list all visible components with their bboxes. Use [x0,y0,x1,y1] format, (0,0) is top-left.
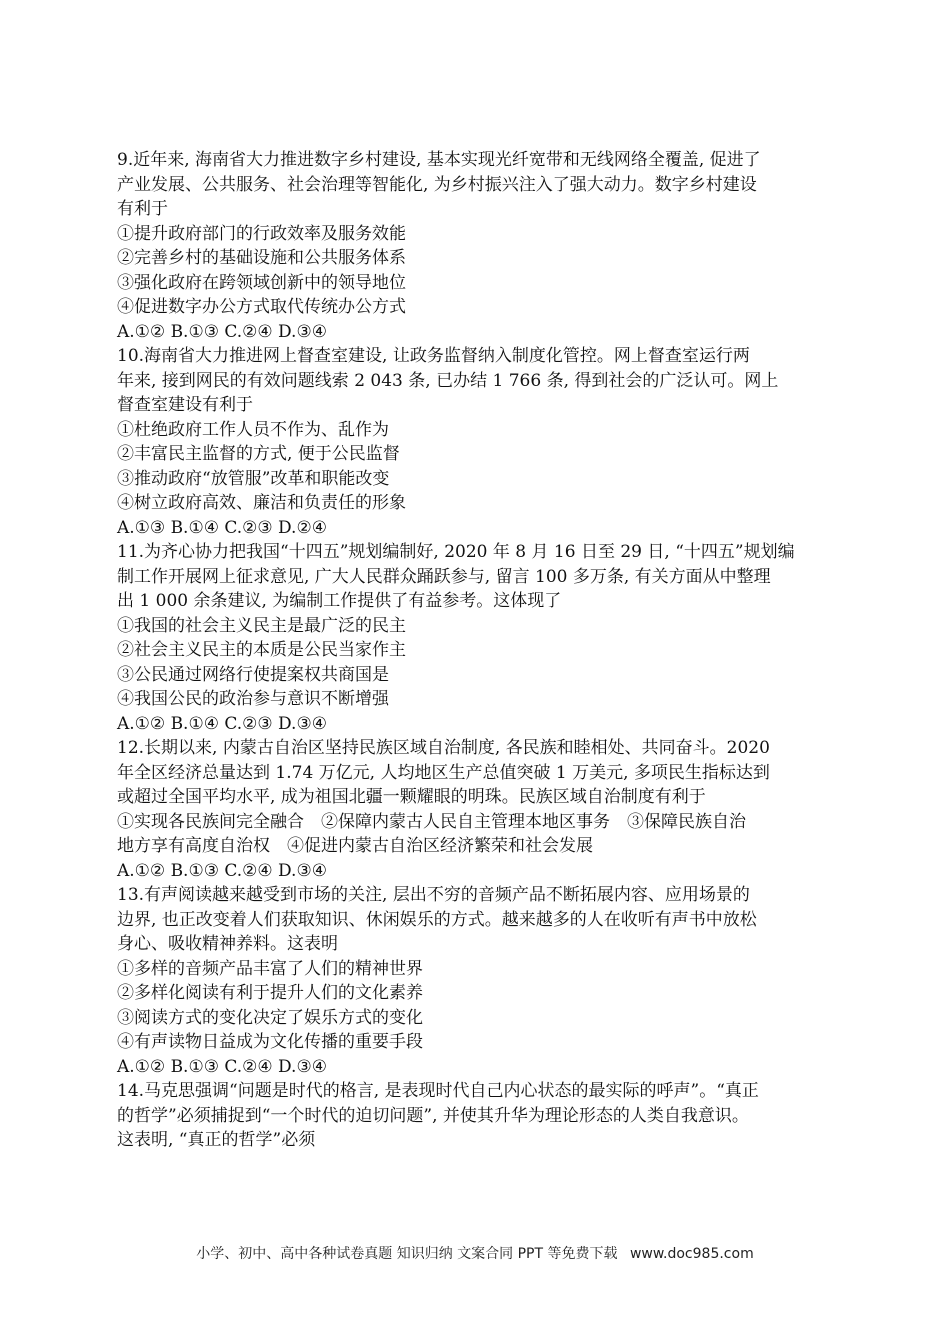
question-stem-line: 制工作开展网上征求意见, 广大人民群众踊跃参与, 留言 100 多万条, 有关方面从中整理 [117,566,771,587]
option-3: ③阅读方式的变化决定了娱乐方式的变化 [117,1007,423,1028]
question-stem-line: 或超过全国平均水平, 成为祖国北疆一颗耀眼的明珠。民族区域自治制度有利于 [117,787,706,807]
option-3: ③公民通过网络行使提案权共商国是 [117,664,389,685]
option-1: ①杜绝政府工作人员不作为、乱作为 [117,419,389,440]
question-stem-line: 身心、吸收精神养料。这表明 [117,934,338,954]
question-stem-line: 年全区经济总量达到 1.74 万亿元, 人均地区生产总值突破 1 万美元, 多项民生指标达到 [117,762,770,783]
option-3: ③强化政府在跨领域创新中的领导地位 [117,272,406,293]
question-11 [117,540,837,736]
question-stem-line: 有利于 [117,199,168,219]
option-2: ②多样化阅读有利于提升人们的文化素养 [117,983,423,1003]
question-stem-line: 9.近年来, 海南省大力推进数字乡村建设, 基本实现光纤宽带和无线网络全覆盖, 促进了 [117,150,761,170]
question-stem-line: 督查室建设有利于 [117,395,253,415]
option-4: ④有声读物日益成为文化传播的重要手段 [117,1032,423,1052]
option-line: ①实现各民族间完全融合 ②保障内蒙古人民自主管理本地区事务 ③保障民族自治 [117,811,746,832]
answer-choices: A.①③ B.①④ C.②③ D.②④ [117,517,327,538]
question-13 [117,883,837,1079]
option-1: ①多样的音频产品丰富了人们的精神世界 [117,958,423,979]
question-stem-line: 13.有声阅读越来越受到市场的关注, 层出不穷的音频产品不断拓展内容、应用场景的 [117,885,750,905]
answer-choices: A.①② B.①③ C.②④ D.③④ [117,860,327,881]
option-4: ④促进数字办公方式取代传统办公方式 [117,297,406,317]
option-2: ②完善乡村的基础设施和公共服务体系 [117,248,406,268]
question-stem-line: 出 1 000 余条建议, 为编制工作提供了有益参考。这体现了 [117,591,562,611]
option-4: ④我国公民的政治参与意识不断增强 [117,689,389,709]
answer-choices: A.①② B.①④ C.②③ D.③④ [117,713,327,734]
question-stem-line: 边界, 也正改变着人们获取知识、休闲娱乐的方式。越来越多的人在收听有声书中放松 [117,909,757,930]
question-stem-line: 12.长期以来, 内蒙古自治区坚持民族区域自治制度, 各民族和睦相处、共同奋斗。2020 [117,738,770,758]
question-stem-line: 11.为齐心协力把我国“十四五”规划编制好, 2020 年 8 月 16 日至 29 日, “十四五”规划编 [117,542,795,562]
option-1: ①提升政府部门的行政效率及服务效能 [117,223,406,244]
page-footer [0,1244,950,1264]
question-12 [117,736,837,883]
footer-text: 小学、初中、高中各种试卷真题 知识归纳 文案合同 PPT 等免费下载 [196,1246,618,1262]
option-line: 地方享有高度自治权 ④促进内蒙古自治区经济繁荣和社会发展 [117,836,593,856]
option-3: ③推动政府“放管服”改革和职能改变 [117,468,390,489]
answer-choices: A.①② B.①③ C.②④ D.③④ [117,321,327,342]
question-stem-line: 的哲学”必须捕捉到“一个时代的迫切问题”, 并使其升华为理论形态的人类自我意识。 [117,1105,749,1126]
question-stem-line: 14.马克思强调“问题是时代的格言, 是表现时代自己内心状态的最实际的呼声”。“真正 [117,1081,759,1101]
question-14 [117,1079,837,1153]
option-2: ②丰富民主监督的方式, 便于公民监督 [117,444,400,464]
footer-website-link[interactable]: www.doc985.com [629,1246,754,1262]
question-stem-line: 10.海南省大力推进网上督查室建设, 让政务监督纳入制度化管控。网上督查室运行两 [117,346,750,366]
exam-page [117,148,837,1153]
question-10 [117,344,837,540]
answer-choices: A.①② B.①③ C.②④ D.③④ [117,1056,327,1077]
option-2: ②社会主义民主的本质是公民当家作主 [117,640,406,660]
question-stem-line: 年来, 接到网民的有效问题线索 2 043 条, 已办结 1 766 条, 得到社会的广泛认可。网上 [117,370,779,391]
question-stem-line: 产业发展、公共服务、社会治理等智能化, 为乡村振兴注入了强大动力。数字乡村建设 [117,174,757,195]
question-9 [117,148,837,344]
option-4: ④树立政府高效、廉洁和负责任的形象 [117,493,406,513]
question-stem-line: 这表明, “真正的哲学”必须 [117,1130,316,1150]
option-1: ①我国的社会主义民主是最广泛的民主 [117,615,406,636]
